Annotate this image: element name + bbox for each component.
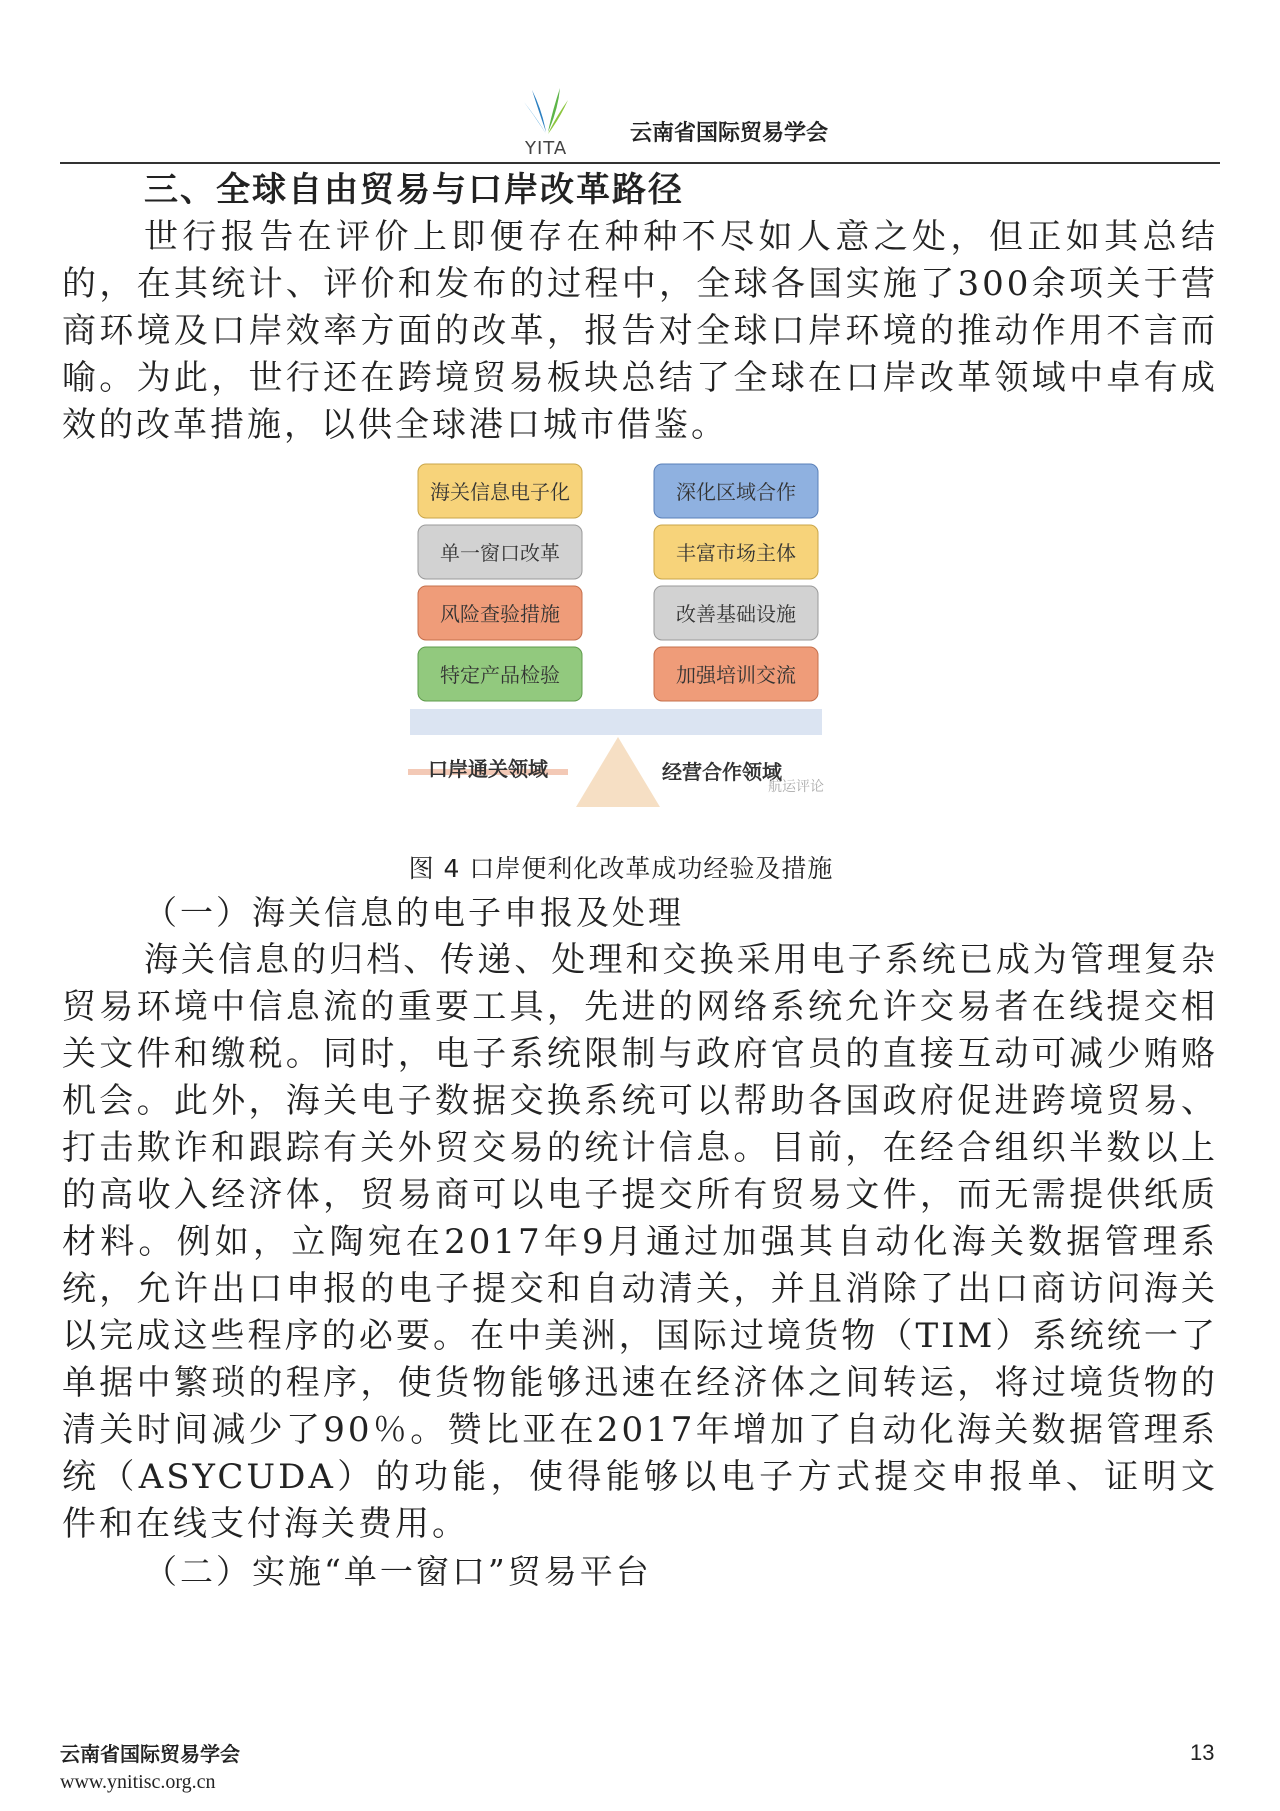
right-box-1 bbox=[654, 464, 818, 518]
balance-diagram bbox=[408, 459, 952, 859]
left-box-3 bbox=[418, 586, 582, 640]
left-box-3-label: 风险查验措施 bbox=[440, 602, 560, 626]
watermark-text: 航运评论 bbox=[768, 779, 824, 795]
subsection-1-paragraph: 海关信息的归档、传递、处理和交换采用电子系统已成为管理复杂贸易环境中信息流的重要工具，先进的网络系统允许交易者在线提交相关文件和缴税。同时，电子系统限制与政府官员的直接互动可减少贿赂机会。此外，海关电子数据交换系统可以帮助各国政府促进跨境贸易、打击欺诈和跟踪有关外贸交易的统计信息。目前，在经合组织半数以上的高收入经济体，贸易商可以电子提交所有贸易文件，而无需提供纸质材料。例如，立陶宛在2017年9月通过加强其自动化海关数据管理系统，允许出口申报的电子提交和自动清关，并且消除了出口商访问海关以完成这些程序的必要。在中美洲，国际过境货物（TIM）系统统一了单据中繁琐的程序，使货物能够迅速在经济体之间转运，将过境货物的清关时间减少了90％。赞比亚在2017年增加了自动化海关数据管理系统（ASYCUDA）的功能，使得能够以电子方式提交申报单、证明文件和在线支付海关费用。 bbox=[62, 940, 1218, 1544]
page-footer bbox=[60, 1740, 240, 1796]
intro-paragraph: 世行报告在评价上即便存在种种不尽如人意之处，但正如其总结的，在其统计、评价和发布的过程中，全球各国实施了300余项关于营商环境及口岸效率方面的改革，报告对全球口岸环境的推动作用不言而喻。为此，世行还在跨境贸易板块总结了全球在口岸改革领域中卓有成效的改革措施，以供全球港口城市借鉴。 bbox=[62, 217, 1218, 445]
footer-org: 云南省国际贸易学会 bbox=[60, 1742, 240, 1766]
figure-4 bbox=[62, 449, 1218, 849]
subsection-2-title: （二）实施“单一窗口”贸易平台 bbox=[144, 1552, 652, 1591]
balance-beam bbox=[410, 709, 822, 735]
right-box-3-label: 改善基础设施 bbox=[676, 602, 796, 626]
left-box-2-label: 单一窗口改革 bbox=[440, 541, 560, 565]
right-box-2-label: 丰富市场主体 bbox=[676, 541, 796, 565]
section-title: 三、全球自由贸易与口岸改革路径 bbox=[144, 170, 684, 210]
right-box-3 bbox=[654, 586, 818, 640]
right-box-4-label: 加强培训交流 bbox=[676, 663, 796, 687]
page-content bbox=[62, 166, 1218, 1596]
page-header bbox=[60, 80, 1220, 164]
fulcrum-triangle bbox=[576, 737, 660, 807]
left-box-1 bbox=[418, 464, 582, 518]
right-domain-label: 经营合作领域 bbox=[662, 760, 782, 784]
logo-text: YITA bbox=[525, 138, 568, 159]
footer-url: www.ynitisc.org.cn bbox=[60, 1771, 216, 1793]
left-domain-label: 口岸通关领域 bbox=[428, 757, 548, 781]
right-box-2 bbox=[654, 525, 818, 579]
header-org-name: 云南省国际贸易学会 bbox=[630, 120, 829, 146]
page-number: 13 bbox=[1190, 1740, 1215, 1765]
subsection-1-title: （一）海关信息的电子申报及处理 bbox=[144, 893, 684, 932]
figure-caption: 图 4 口岸便利化改革成功经验及措施 bbox=[408, 854, 834, 883]
left-box-1-label: 海关信息电子化 bbox=[430, 480, 570, 504]
right-box-4 bbox=[654, 647, 818, 701]
left-box-2 bbox=[418, 525, 582, 579]
left-box-4-label: 特定产品检验 bbox=[440, 663, 560, 687]
right-box-1-label: 深化区域合作 bbox=[676, 480, 796, 504]
left-box-4 bbox=[418, 647, 582, 701]
